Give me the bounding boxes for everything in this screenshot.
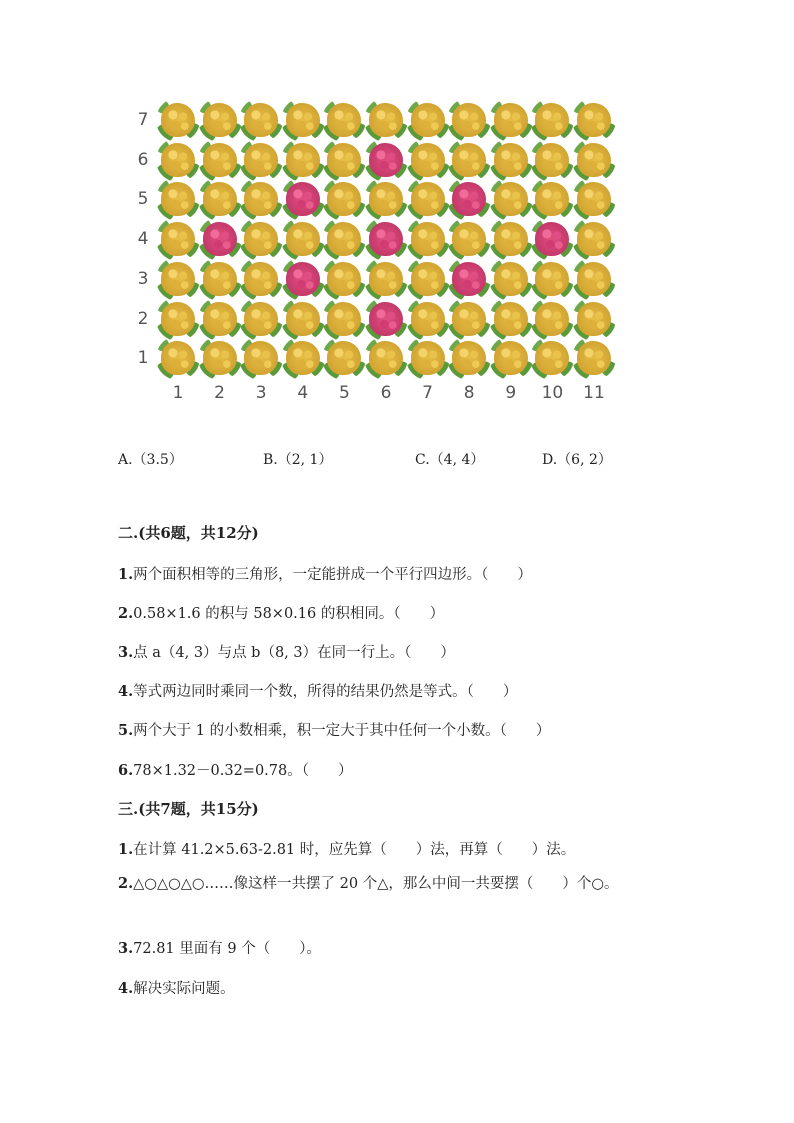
yellow-flower bbox=[325, 180, 363, 218]
yellow-flower bbox=[492, 141, 530, 179]
section-2-title: 二.(共6题，共12分) bbox=[118, 524, 259, 542]
yellow-flower bbox=[159, 260, 197, 298]
yellow-flower bbox=[325, 141, 363, 179]
pink-flower bbox=[450, 260, 488, 298]
yellow-flower bbox=[409, 220, 447, 258]
yellow-flower bbox=[492, 101, 530, 139]
yellow-flower bbox=[575, 141, 613, 179]
yellow-flower bbox=[575, 300, 613, 338]
yellow-flower bbox=[242, 300, 280, 338]
column-label: 2 bbox=[214, 383, 225, 403]
question-2-5: 5.两个大于 1 的小数相乘，积一定大于其中任何一个小数。（ ） bbox=[118, 722, 551, 739]
yellow-flower bbox=[367, 339, 405, 377]
yellow-flower bbox=[242, 101, 280, 139]
pink-flower bbox=[284, 180, 322, 218]
yellow-flower bbox=[159, 180, 197, 218]
yellow-flower bbox=[409, 180, 447, 218]
yellow-flower bbox=[284, 101, 322, 139]
yellow-flower bbox=[367, 101, 405, 139]
column-label: 8 bbox=[463, 383, 475, 403]
yellow-flower bbox=[450, 339, 488, 377]
pink-flower bbox=[284, 260, 322, 298]
pink-flower bbox=[533, 220, 571, 258]
question-2-4: 4.等式两边同时乘同一个数，所得的结果仍然是等式。（ ） bbox=[118, 683, 518, 700]
yellow-flower bbox=[159, 101, 197, 139]
row-label: 7 bbox=[137, 110, 149, 130]
yellow-flower bbox=[159, 220, 197, 258]
row-label: 2 bbox=[137, 308, 149, 329]
yellow-flower bbox=[450, 101, 488, 139]
yellow-flower bbox=[201, 300, 239, 338]
option-d[interactable]: D.（6, 2） bbox=[542, 452, 612, 468]
yellow-flower bbox=[159, 300, 197, 338]
yellow-flower bbox=[575, 339, 613, 377]
yellow-flower bbox=[533, 141, 571, 179]
yellow-flower bbox=[492, 300, 530, 338]
question-2-2: 2.0.58×1.6 的积与 58×0.16 的积相同。（ ） bbox=[118, 605, 445, 622]
yellow-flower bbox=[284, 220, 322, 258]
question-2-1: 1.两个面积相等的三角形，一定能拼成一个平行四边形。（ ） bbox=[118, 566, 532, 583]
yellow-flower bbox=[201, 180, 239, 218]
yellow-flower bbox=[492, 180, 530, 218]
yellow-flower bbox=[284, 141, 322, 179]
column-label: 1 bbox=[172, 383, 184, 403]
yellow-flower bbox=[201, 141, 239, 179]
yellow-flower bbox=[575, 180, 613, 218]
yellow-flower bbox=[325, 260, 363, 298]
pink-flower bbox=[450, 180, 488, 218]
column-label: 10 bbox=[541, 383, 564, 403]
yellow-flower bbox=[325, 339, 363, 377]
yellow-flower bbox=[409, 141, 447, 179]
section-3-title: 三.(共7题，共15分) bbox=[118, 800, 259, 818]
pink-flower bbox=[367, 300, 405, 338]
question-3-3: 3.72.81 里面有 9 个（ ）。 bbox=[118, 940, 321, 957]
yellow-flower bbox=[409, 339, 447, 377]
column-label: 5 bbox=[338, 383, 350, 403]
row-label: 6 bbox=[137, 149, 149, 170]
yellow-flower bbox=[242, 141, 280, 179]
option-c[interactable]: C.（4, 4） bbox=[415, 452, 485, 468]
question-3-2: 2.△○△○△○……像这样一共摆了 20 个△，那么中间一共要摆（ ）个○。 bbox=[118, 875, 619, 892]
yellow-flower bbox=[450, 300, 488, 338]
row-label: 1 bbox=[137, 348, 149, 369]
yellow-flower bbox=[284, 339, 322, 377]
column-label: 3 bbox=[255, 383, 267, 403]
yellow-flower bbox=[450, 141, 488, 179]
row-label: 4 bbox=[137, 229, 149, 250]
yellow-flower bbox=[201, 339, 239, 377]
yellow-flower bbox=[533, 339, 571, 377]
yellow-flower bbox=[492, 260, 530, 298]
yellow-flower bbox=[575, 260, 613, 298]
yellow-flower bbox=[575, 101, 613, 139]
question-2-3: 3.点 a（4, 3）与点 b（8, 3）在同一行上。（ ） bbox=[118, 644, 455, 661]
column-label: 11 bbox=[583, 383, 605, 403]
yellow-flower bbox=[575, 220, 613, 258]
yellow-flower bbox=[367, 260, 405, 298]
yellow-flower bbox=[325, 300, 363, 338]
yellow-flower bbox=[242, 339, 280, 377]
row-label: 5 bbox=[137, 189, 149, 210]
question-3-1: 1.在计算 41.2×5.63-2.81 时，应先算（ ）法，再算（ ）法。 bbox=[118, 841, 576, 858]
pink-flower bbox=[367, 220, 405, 258]
yellow-flower bbox=[325, 101, 363, 139]
yellow-flower bbox=[492, 220, 530, 258]
yellow-flower bbox=[242, 260, 280, 298]
yellow-flower bbox=[533, 260, 571, 298]
yellow-flower bbox=[242, 220, 280, 258]
column-label: 6 bbox=[380, 383, 392, 403]
yellow-flower bbox=[201, 260, 239, 298]
pink-flower bbox=[367, 141, 405, 179]
yellow-flower bbox=[201, 101, 239, 139]
yellow-flower bbox=[409, 101, 447, 139]
yellow-flower bbox=[325, 220, 363, 258]
yellow-flower bbox=[284, 300, 322, 338]
yellow-flower bbox=[533, 101, 571, 139]
yellow-flower bbox=[159, 339, 197, 377]
column-label: 7 bbox=[422, 383, 433, 403]
yellow-flower bbox=[409, 300, 447, 338]
flower-grid-figure bbox=[130, 95, 630, 415]
yellow-flower bbox=[409, 260, 447, 298]
question-2-6: 6.78×1.32－0.32=0.78。（ ） bbox=[118, 762, 353, 779]
yellow-flower bbox=[159, 141, 197, 179]
yellow-flower bbox=[367, 180, 405, 218]
row-label: 3 bbox=[137, 268, 149, 289]
yellow-flower bbox=[492, 339, 530, 377]
column-label: 4 bbox=[297, 383, 309, 403]
option-a[interactable]: A.（3.5） bbox=[118, 452, 183, 468]
question-3-4: 4.解决实际问题。 bbox=[118, 980, 235, 997]
yellow-flower bbox=[450, 220, 488, 258]
option-b[interactable]: B.（2, 1） bbox=[263, 452, 333, 468]
column-label: 9 bbox=[505, 383, 517, 403]
pink-flower bbox=[201, 220, 239, 258]
yellow-flower bbox=[533, 300, 571, 338]
yellow-flower bbox=[242, 180, 280, 218]
yellow-flower bbox=[533, 180, 571, 218]
